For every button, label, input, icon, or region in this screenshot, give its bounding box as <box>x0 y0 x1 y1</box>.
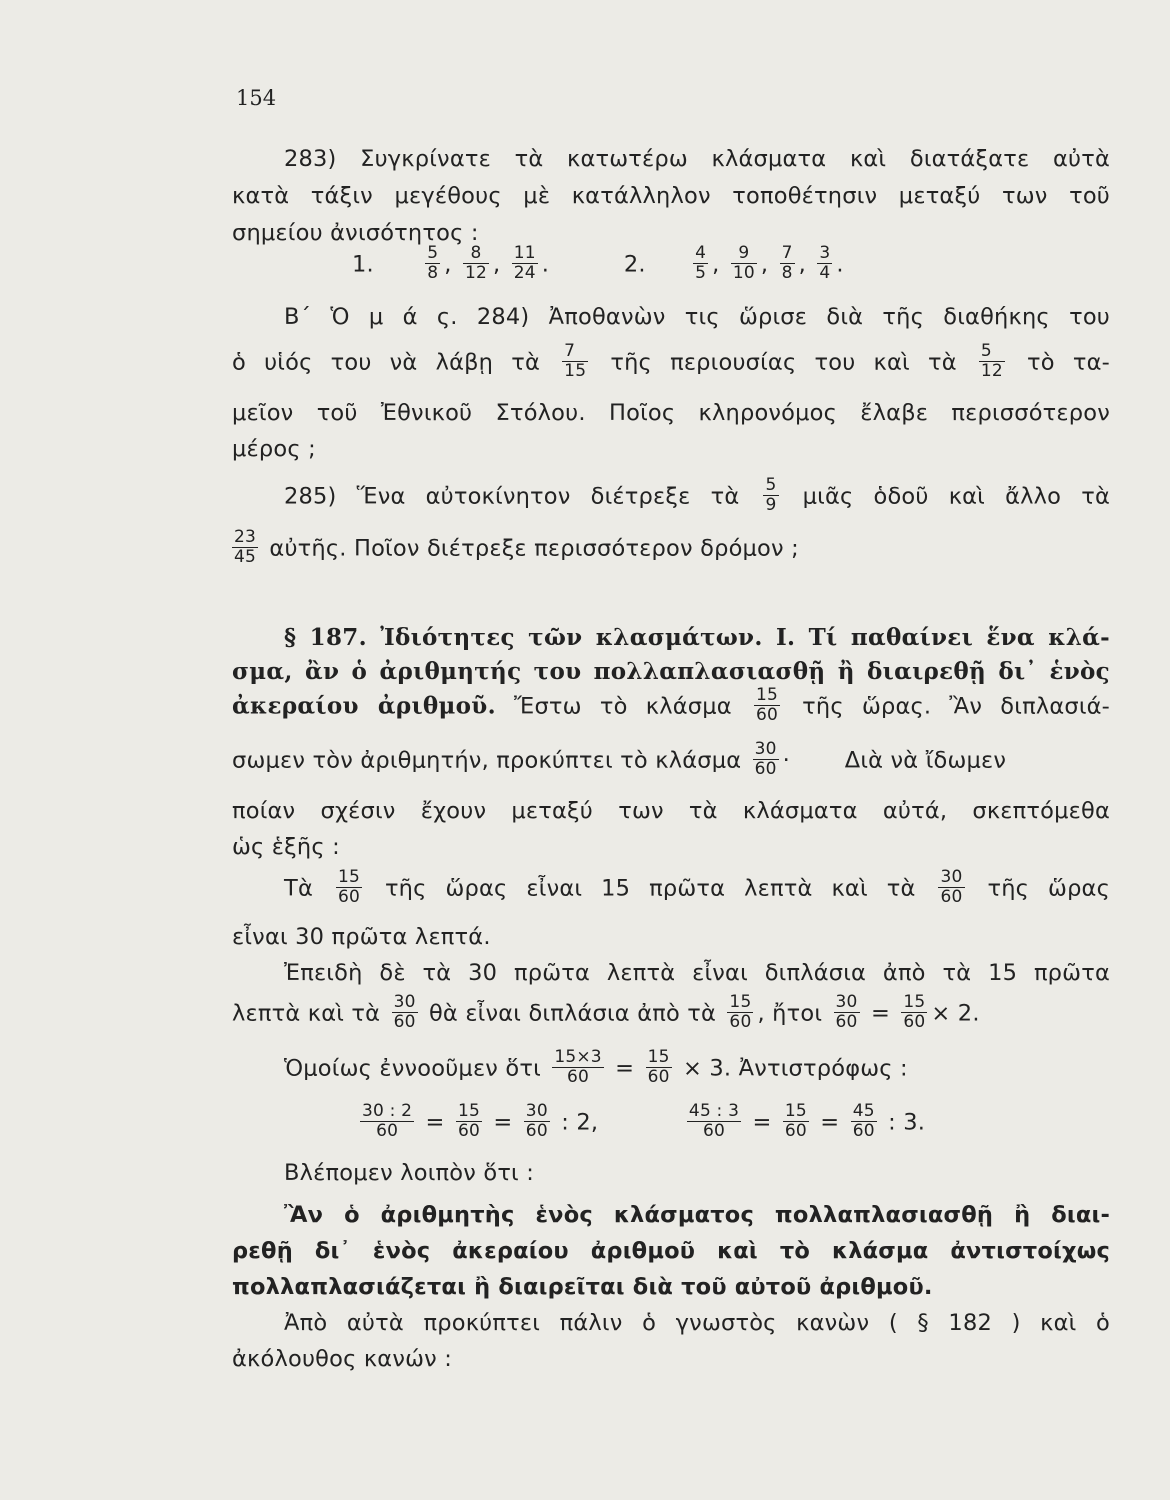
fraction-15-60: $\frac{15}{60}$ <box>755 685 778 725</box>
fraction-9-10: $\frac{9}{10}$ <box>732 243 755 283</box>
section-187-line-4: σωμεν τὸν ἀριθμητήν, προκύπτει τὸ κλάσμα $\frac{30}{60}$ · Διὰ νὰ ἴδωμεν <box>232 739 1007 779</box>
ex285-line-2: $\frac{23}{45}$ αὐτῆς. Ποῖον διέτρεξε περισσότερον δρόμον ; <box>234 527 799 567</box>
fraction-4-5: $\frac{4}{5}$ <box>695 243 707 283</box>
section-187-line-3: ἀκεραίου ἀριθμοῦ. Ἔστω τὸ κλάσμα $\frac{15}{60}$ τῆς ὥρας. Ἂν διπλασιά- <box>232 685 1111 725</box>
fraction-45div3-60: $\frac{45 : 3}{60}$ <box>688 1101 740 1141</box>
fraction-5-9: $\frac{5}{9}$ <box>765 475 777 515</box>
ex284-line-2: ὁ υἱός του νὰ λάβῃ τὰ $\frac{7}{15}$ τῆς περιουσίας του καὶ τὰ $\frac{5}{12}$ τὸ τα- <box>232 341 1110 381</box>
section-187-line-13: Βλέπομεν λοιπὸν ὅτι : <box>284 1160 535 1186</box>
fraction-5-12: $\frac{5}{12}$ <box>980 341 1003 381</box>
ex284-line-1: Β΄ Ὁ μ ά ς. 284) Ἀποθανὼν τις ὥρισε διὰ τῆς διαθήκης του <box>284 304 1110 330</box>
fraction-45-60: $\frac{45}{60}$ <box>852 1101 875 1141</box>
fraction-15-60: $\frac{15}{60}$ <box>647 1047 670 1087</box>
fraction-3-4: $\frac{3}{4}$ <box>819 243 831 283</box>
section-187-line-7: Τὰ $\frac{15}{60}$ τῆς ὥρας εἶναι 15 πρῶτα λεπτὰ καὶ τὰ $\frac{30}{60}$ τῆς ὥρας <box>284 867 1110 907</box>
section-187-line-9: Ἐπειδὴ δὲ τὰ 30 πρῶτα λεπτὰ εἶναι διπλάσια ἀπὸ τὰ 15 πρῶτα <box>284 960 1110 986</box>
fraction-30-60: $\frac{30}{60}$ <box>940 867 963 907</box>
rule-bold-3: πολλαπλασιάζεται ἢ διαιρεῖται διὰ τοῦ αὐτοῦ ἀριθμοῦ. <box>232 1274 933 1300</box>
fraction-15-60: $\frac{15}{60}$ <box>729 992 752 1032</box>
fraction-23-45: $\frac{23}{45}$ <box>234 527 257 567</box>
section-187-title-1: § 187. Ἰδιότητες τῶν κλασμάτων. Ι. Τί παθαίνει ἕνα κλά- <box>284 624 1110 651</box>
section-187-title-2: σμα, ἂν ὁ ἀριθμητής του πολλαπλασιασθῇ ἢ διαιρεθῇ δι᾽ ἑνὸς <box>232 658 1110 685</box>
list-number-2: 2. <box>623 251 646 278</box>
fraction-7-15: $\frac{7}{15}$ <box>564 341 587 381</box>
fraction-11-24: $\frac{11}{24}$ <box>513 243 536 283</box>
rule-bold-2: ρεθῇ δι᾽ ἑνὸς ἀκεραίου ἀριθμοῦ καὶ τὸ κλάσμα ἀντιστοίχως <box>232 1238 1110 1264</box>
fraction-5-8: $\frac{5}{8}$ <box>427 243 439 283</box>
ex283-line-2: κατὰ τάξιν μεγέθους μὲ κατάλληλον τοποθέτησιν μεταξύ των τοῦ <box>232 183 1110 209</box>
ex284-line-3: μεῖον τοῦ Ἐθνικοῦ Στόλου. Ποῖος κληρονόμος ἔλαβε περισσότερον <box>232 400 1110 426</box>
fraction-15-60: $\frac{15}{60}$ <box>457 1101 481 1141</box>
section-187-line-5: ποίαν σχέσιν ἔχουν μεταξύ των τὰ κλάσματα αὐτά, σκεπτόμεθα <box>232 798 1110 824</box>
fraction-8-12: $\frac{8}{12}$ <box>464 243 488 283</box>
equations-row: $\frac{30 : 2}{60}$ = $\frac{15}{60}$ = $\frac{30}{60}$ : 2, $\frac{45 : 3}{60}$ = $\frac{15}{60}$ = $\frac{45}{60}$ : 3. <box>362 1101 926 1141</box>
fraction-30div2-60: $\frac{30 : 2}{60}$ <box>362 1101 413 1141</box>
fraction-7-8: $\frac{7}{8}$ <box>781 243 793 283</box>
fraction-15x3-60: $\frac{15\times 3}{60}$ <box>554 1047 602 1087</box>
fraction-30-60: $\frac{30}{60}$ <box>525 1101 548 1141</box>
ex283-fractions: 1. $\frac{5}{8}$ , $\frac{8}{12}$ , $\frac{11}{24}$ . 2. $\frac{4}{5}$ , $\frac{9}{10}$ , $\frac{7}{8}$ , $\frac{3}{4}$ . <box>352 243 844 283</box>
page-number: 154 <box>236 86 277 110</box>
section-187-line-6: ὡς ἑξῆς : <box>232 834 340 860</box>
section-187-line-15: ἀκόλουθος κανών : <box>232 1346 453 1372</box>
fraction-15-60: $\frac{15}{60}$ <box>784 1101 807 1141</box>
ex284-line-4: μέρος ; <box>232 436 316 462</box>
rule-bold-1: Ἂν ὁ ἀριθμητὴς ἑνὸς κλάσματος πολλαπλασιασθῇ ἢ διαι- <box>284 1202 1110 1228</box>
ex285-line-1: 285) Ἕνα αὐτοκίνητον διέτρεξε τὰ $\frac{5}{9}$ μιᾶς ὁδοῦ καὶ ἄλλο τὰ <box>284 475 1110 515</box>
fraction-15-60: $\frac{15}{60}$ <box>337 867 360 907</box>
fraction-30-60: $\frac{30}{60}$ <box>393 992 416 1032</box>
section-187-line-8: εἶναι 30 πρῶτα λεπτά. <box>232 924 491 950</box>
ex283-line-1: 283) Συγκρίνατε τὰ κατωτέρω κλάσματα καὶ διατάξατε αὐτὰ <box>284 146 1110 172</box>
fraction-15-60: $\frac{15}{60}$ <box>903 992 926 1032</box>
section-187-line-10: λεπτὰ καὶ τὰ $\frac{30}{60}$ θὰ εἶναι διπλάσια ἀπὸ τὰ $\frac{15}{60}$ , ἤτοι $\frac{30}{60}$ = $\frac{15}{60}$ × 2. <box>232 992 980 1032</box>
ex283-line-3: σημείου ἀνισότητος : <box>232 220 479 246</box>
list-number-1: 1. <box>352 251 374 278</box>
fraction-30-60: $\frac{30}{60}$ <box>754 739 777 779</box>
fraction-30-60: $\frac{30}{60}$ <box>835 992 858 1032</box>
section-187-line-14: Ἀπὸ αὐτὰ προκύπτει πάλιν ὁ γνωστὸς κανὼν ( § 182 ) καὶ ὁ <box>284 1310 1110 1336</box>
section-187-line-11: Ὁμοίως ἐννοοῦμεν ὅτι $\frac{15\times 3}{60}$ = $\frac{15}{60}$ × 3. Ἀντιστρόφως : <box>284 1047 908 1087</box>
